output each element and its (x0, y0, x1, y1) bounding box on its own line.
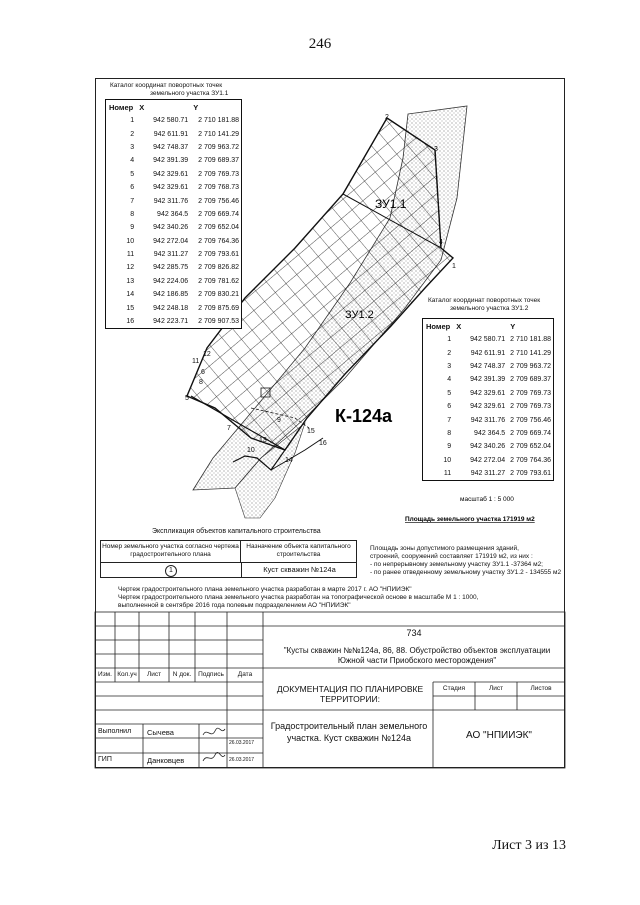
catalog-row (106, 221, 241, 234)
catalog-row (423, 400, 553, 413)
catalog-cell: 942 248.18 (153, 304, 189, 312)
zu11-label: ЗУ1.1 (375, 197, 407, 211)
point-label: 12 (203, 351, 211, 358)
catalog-row (106, 208, 241, 221)
catalog-cell: 942 311.27 (470, 470, 506, 478)
point-label: 11 (192, 358, 200, 365)
catalog-cell: 942 391.39 (470, 376, 506, 384)
catalog-cell: 942 364.5 (157, 210, 189, 218)
catalog-cell: 2 709 875.69 (198, 304, 239, 312)
point-label: 14 (285, 457, 293, 464)
catalog-cell: 8 (130, 210, 135, 218)
plan-title: Градостроительный план земельного участка. Куст скважин №124а (270, 721, 428, 743)
catalog-cell: 7 (447, 416, 452, 424)
catalog-cell: 7 (130, 197, 135, 205)
scale-label: масштаб 1 : 5 000 (460, 496, 514, 503)
catalog-row (106, 114, 241, 127)
catalog-row (106, 141, 241, 154)
catalog-cell: 2 709 756.46 (198, 197, 239, 205)
catalog-cell: 942 580.71 (470, 336, 506, 344)
area-label: Площадь земельного участка 171919 м2 (405, 516, 535, 523)
catalog-row (106, 301, 241, 314)
explication-table: Номер земельного участка согласно чертежа градостроительного плана Назначение объекта капитального строительства 1 Куст скважин №124а (100, 540, 357, 578)
catalog-row (423, 333, 553, 346)
catalog-cell: 942 340.26 (470, 443, 506, 451)
catalog-cell: 2 710 141.29 (510, 349, 551, 357)
catalog-row (423, 387, 553, 400)
catalog-cell: 942 748.37 (470, 362, 506, 370)
catalog-cell: 942 580.71 (153, 117, 189, 125)
catalog-cell: 11 (126, 251, 135, 259)
catalog-cell: 2 709 907.53 (198, 318, 239, 326)
catalog-cell: 942 329.61 (153, 170, 189, 178)
catalog-cell: 15 (126, 304, 135, 312)
page-number: 246 (308, 36, 332, 52)
catalog-cell: 11 (443, 470, 452, 478)
catalog-row (423, 440, 553, 453)
catalog-cell: 12 (126, 264, 135, 272)
point-label: 9 (277, 417, 281, 424)
catalog-row (106, 288, 241, 301)
point-label: 10 (247, 447, 255, 454)
explication-number-circle: 1 (165, 565, 177, 577)
catalog-row (423, 454, 553, 467)
area-notes: Площадь зоны допустимого размещения зданий, строений, сооружений составляет 171919 м2, из них : - по непрерывному земельному участку ЗУ1.1 -37364 м2; - по ранее отведенному земельному участку ЗУ1.2 - 134555 м2 (370, 545, 562, 576)
catalog-cell: 2 (130, 130, 135, 138)
catalog-row (423, 427, 553, 440)
catalog-cell: 942 748.37 (153, 143, 189, 151)
catalog-cell: 2 709 963.72 (510, 362, 551, 370)
catalog-row (106, 235, 241, 248)
catalog-row (106, 261, 241, 274)
sheet-label: Лист 3 из 13 (492, 838, 566, 853)
zu12-label: ЗУ1.2 (345, 309, 374, 321)
catalog-cell: 5 (130, 170, 135, 178)
title-block: 734 "Кусты скважин №№124а, 86, 88. Обустройство объектов эксплуатации Южной части Приобского месторождения" Изм. Кол.уч Лист N док. Подпись Дата ДОКУМЕНТАЦИЯ ПО ПЛАНИРОВКЕ ТЕРРИТОРИИ: Стадия Лист Листов Градостроительный план земельного участка. Куст скважин №124а АО "НПИИЭК" Выполнил Сычева 26.03.2017 ГИП Данковцев 26.03.2017 (95, 612, 565, 768)
catalog-cell: 9 (447, 443, 452, 451)
catalog-cell: 942 224.06 (153, 277, 189, 285)
catalog-cell: 16 (126, 318, 135, 326)
point-label: 6 (201, 369, 205, 376)
catalog-row (106, 275, 241, 288)
catalog-cell: 2 710 181.88 (510, 336, 551, 344)
catalog-row (423, 467, 553, 480)
catalog-cell: 2 (447, 349, 452, 357)
doc-title: ДОКУМЕНТАЦИЯ ПО ПЛАНИРОВКЕ ТЕРРИТОРИИ: (276, 684, 424, 704)
point-label: 5 (185, 395, 189, 402)
catalog-cell: 6 (130, 184, 135, 192)
catalog-cell: 5 (447, 389, 452, 397)
catalog-cell: 13 (126, 277, 135, 285)
catalog-cell: 2 709 769.73 (198, 170, 239, 178)
catalog-row (423, 360, 553, 373)
catalog2-title: Каталог координат поворотных точек земельного участка ЗУ1.2 (428, 297, 541, 312)
catalog-row (106, 168, 241, 181)
catalog-row (106, 194, 241, 207)
catalog1-table: Номер X Y 1 942 580.71 2 710 181.88 2 942 611.91 2 710 141.29 3 942 748.37 2 709 963.72 4 942 391.39 2 709 689.37 5 942 329.61 2 709 769.73 6 942 329.61 2 709 768.73 7 942 311.76 2 709 756.46 8 942 364.5 2 709 669.74 9 942 340.26 2 709 652.04 10 942 272.04 2 709 764.36 11 942 311.27 2 709 793.61 12 942 285.75 2 709 826.82 13 942 224.06 2 709 781.62 14 942 186.85 2 709 830.21 15 942 248.18 2 709 875.69 16 942 223.71 2 709 907.53 (105, 99, 242, 329)
catalog-cell: 1 (447, 336, 452, 344)
catalog-cell: 2 709 830.21 (198, 291, 239, 299)
catalog-cell: 2 709 781.62 (198, 277, 239, 285)
catalog-cell: 14 (126, 291, 135, 299)
catalog-cell: 2 709 963.72 (198, 143, 239, 151)
catalog-cell: 942 272.04 (153, 237, 189, 245)
point-label: 1 (452, 263, 456, 270)
point-label: 4 (439, 239, 443, 246)
catalog-cell: 942 272.04 (470, 456, 506, 464)
catalog-row (106, 315, 241, 328)
catalog-cell: 2 709 826.82 (198, 264, 239, 272)
catalog-cell: 2 709 793.61 (510, 470, 551, 478)
catalog-cell: 942 611.91 (153, 130, 189, 138)
point-label: 13 (259, 437, 267, 444)
point-label: 15 (307, 428, 315, 435)
catalog-row (106, 127, 241, 140)
catalog-cell: 2 709 768.73 (198, 184, 239, 192)
catalog-cell: 3 (130, 143, 135, 151)
organization: АО "НПИИЭК" (466, 730, 532, 741)
point-label: 8 (199, 379, 203, 386)
catalog-cell: 1 (130, 117, 135, 125)
catalog-cell: 942 340.26 (153, 224, 189, 232)
catalog-cell: 3 (447, 362, 452, 370)
catalog-row (423, 413, 553, 426)
catalog-cell: 2 709 652.04 (198, 224, 239, 232)
catalog-cell: 2 709 756.46 (510, 416, 551, 424)
project-title: "Кусты скважин №№124а, 86, 88. Обустройство объектов эксплуатации Южной части Приобского месторождения" (283, 646, 551, 665)
catalog-cell: 942 364.5 (474, 429, 506, 437)
catalog-cell: 942 391.39 (153, 157, 189, 165)
catalog-cell: 4 (130, 157, 135, 165)
point-label: 7 (227, 425, 231, 432)
catalog-cell: 8 (447, 429, 452, 437)
catalog-cell: 2 709 669.74 (198, 210, 239, 218)
signatures (201, 725, 227, 765)
point-label: 2 (385, 114, 389, 121)
catalog-cell: 942 223.71 (153, 318, 189, 326)
catalog-cell: 942 329.61 (470, 389, 506, 397)
catalog-cell: 2 709 669.74 (510, 429, 551, 437)
catalog-row (106, 154, 241, 167)
explication-title: Экспликация объектов капитального строительства (152, 528, 321, 535)
catalog-cell: 2 709 652.04 (510, 443, 551, 451)
catalog-cell: 2 709 769.73 (510, 403, 551, 411)
catalog-row (423, 346, 553, 359)
catalog-cell: 10 (443, 456, 452, 464)
project-code: 734 (406, 628, 422, 638)
catalog-cell: 942 311.27 (153, 251, 189, 259)
catalog-cell: 2 709 689.37 (198, 157, 239, 165)
catalog-cell: 942 311.76 (153, 197, 189, 205)
catalog-cell: 10 (126, 237, 135, 245)
catalog-cell: 2 709 764.36 (510, 456, 551, 464)
catalog-cell: 9 (130, 224, 135, 232)
catalog-cell: 942 329.61 (470, 403, 506, 411)
drawing-notes: Чертеж градостроительного плана земельного участка разработан в марте 2017 г. АО "НПИИЭК" Чертеж градостроительного плана земельного участка разработан на топографической основе в масштабе М 1 : 1000, выполненной в сентябре 2016 года полевым подразделением АО "НПИИЭК" (118, 586, 479, 609)
well-pad-label: К-124а (335, 406, 393, 426)
catalog-cell: 2 710 181.88 (198, 117, 239, 125)
catalog-row (423, 373, 553, 386)
catalog-cell: 2 709 689.37 (510, 376, 551, 384)
catalog-cell: 942 329.61 (153, 184, 189, 192)
catalog-cell: 6 (447, 403, 452, 411)
catalog-cell: 942 285.75 (153, 264, 189, 272)
catalog-cell: 2 709 769.73 (510, 389, 551, 397)
point-label: 3 (434, 146, 438, 153)
point-label: 16 (319, 440, 327, 447)
catalog-cell: 942 611.91 (470, 349, 506, 357)
catalog-row (106, 248, 241, 261)
catalog1-title: Каталог координат поворотных точек земельного участка ЗУ1.1 (110, 82, 229, 97)
catalog-cell: 942 186.85 (153, 291, 189, 299)
catalog-cell: 2 709 793.61 (198, 251, 239, 259)
catalog2-table: Номер X Y 1 942 580.71 2 710 181.88 2 942 611.91 2 710 141.29 3 942 748.37 2 709 963.72 4 942 391.39 2 709 689.37 5 942 329.61 2 709 769.73 6 942 329.61 2 709 769.73 7 942 311.76 2 709 756.46 8 942 364.5 2 709 669.74 9 942 340.26 2 709 652.04 10 942 272.04 2 709 764.36 11 942 311.27 2 709 793.61 (422, 318, 554, 481)
catalog-row (106, 181, 241, 194)
catalog-cell: 4 (447, 376, 452, 384)
catalog-cell: 2 710 141.29 (198, 130, 239, 138)
catalog-cell: 942 311.76 (470, 416, 506, 424)
catalog-cell: 2 709 764.36 (198, 237, 239, 245)
